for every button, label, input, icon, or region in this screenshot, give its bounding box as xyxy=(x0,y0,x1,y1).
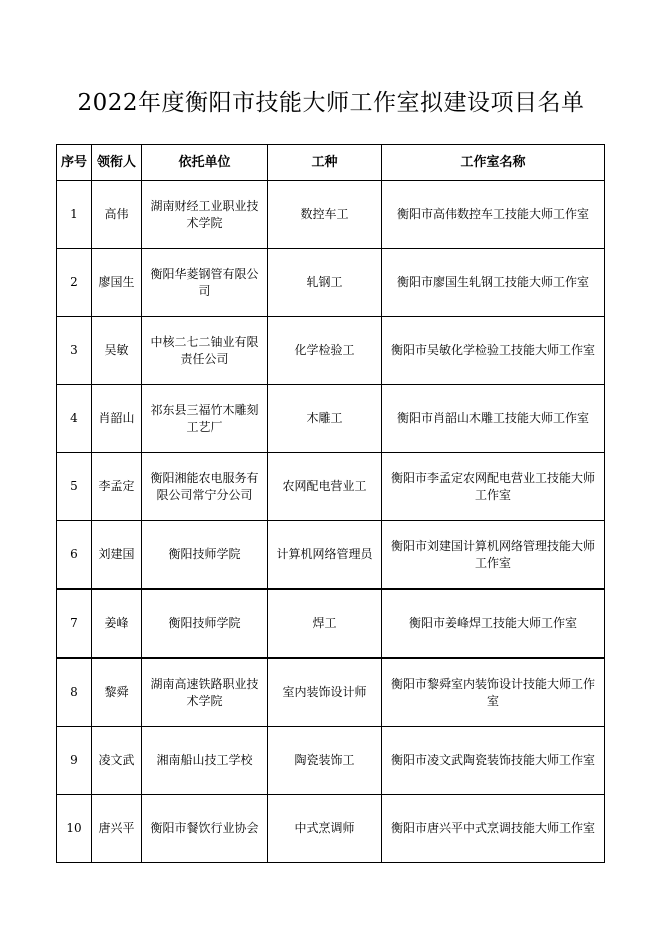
table-row xyxy=(57,181,605,249)
header-index: 序号 xyxy=(57,145,92,181)
cell-studio: 衡阳市姜峰焊工技能大师工作室 xyxy=(382,589,605,658)
cell-index: 1 xyxy=(57,181,92,249)
cell-studio: 衡阳市吴敏化学检验工技能大师工作室 xyxy=(382,317,605,385)
cell-leader: 高伟 xyxy=(92,181,142,249)
cell-trade: 焊工 xyxy=(268,589,382,658)
table-row xyxy=(57,453,605,521)
cell-studio: 衡阳市刘建国计算机网络管理技能大师工作室 xyxy=(382,521,605,590)
cell-trade: 农网配电营业工 xyxy=(268,453,382,521)
cell-index: 4 xyxy=(57,385,92,453)
cell-trade: 室内装饰设计师 xyxy=(268,658,382,727)
cell-unit: 衡阳市餐饮行业协会 xyxy=(142,795,268,863)
cell-unit: 湖南财经工业职业技术学院 xyxy=(142,181,268,249)
cell-index: 5 xyxy=(57,453,92,521)
cell-index: 6 xyxy=(57,521,92,590)
cell-index: 3 xyxy=(57,317,92,385)
table-row xyxy=(57,658,605,727)
table-row xyxy=(57,521,605,590)
cell-trade: 计算机网络管理员 xyxy=(268,521,382,590)
table-header-row xyxy=(57,145,605,181)
cell-trade: 轧钢工 xyxy=(268,249,382,317)
cell-studio: 衡阳市黎舜室内装饰设计技能大师工作室 xyxy=(382,658,605,727)
header-studio: 工作室名称 xyxy=(382,145,605,181)
cell-index: 10 xyxy=(57,795,92,863)
cell-unit: 湖南高速铁路职业技术学院 xyxy=(142,658,268,727)
cell-leader: 吴敏 xyxy=(92,317,142,385)
cell-unit: 衡阳华菱钢管有限公司 xyxy=(142,249,268,317)
cell-trade: 木雕工 xyxy=(268,385,382,453)
page-title: 2022年度衡阳市技能大师工作室拟建设项目名单 xyxy=(77,90,585,116)
cell-index: 9 xyxy=(57,727,92,795)
cell-unit: 湘南船山技工学校 xyxy=(142,727,268,795)
cell-unit: 衡阳技师学院 xyxy=(142,589,268,658)
cell-trade: 化学检验工 xyxy=(268,317,382,385)
cell-trade: 中式烹调师 xyxy=(268,795,382,863)
cell-studio: 衡阳市高伟数控车工技能大师工作室 xyxy=(382,181,605,249)
cell-index: 7 xyxy=(57,589,92,658)
cell-studio: 衡阳市唐兴平中式烹调技能大师工作室 xyxy=(382,795,605,863)
table-row xyxy=(57,249,605,317)
cell-leader: 姜峰 xyxy=(92,589,142,658)
cell-trade: 数控车工 xyxy=(268,181,382,249)
cell-leader: 刘建国 xyxy=(92,521,142,590)
cell-index: 2 xyxy=(57,249,92,317)
roster-table xyxy=(56,144,605,863)
cell-leader: 凌文武 xyxy=(92,727,142,795)
cell-studio: 衡阳市李孟定农网配电营业工技能大师工作室 xyxy=(382,453,605,521)
header-unit: 依托单位 xyxy=(142,145,268,181)
cell-leader: 李孟定 xyxy=(92,453,142,521)
header-trade: 工种 xyxy=(268,145,382,181)
cell-unit: 衡阳湘能农电服务有限公司常宁分公司 xyxy=(142,453,268,521)
cell-trade: 陶瓷装饰工 xyxy=(268,727,382,795)
table-row xyxy=(57,317,605,385)
cell-unit: 祁东县三福竹木雕刻工艺厂 xyxy=(142,385,268,453)
header-leader: 领衔人 xyxy=(92,145,142,181)
table-row xyxy=(57,589,605,658)
cell-studio: 衡阳市廖国生轧钢工技能大师工作室 xyxy=(382,249,605,317)
cell-leader: 黎舜 xyxy=(92,658,142,727)
cell-leader: 唐兴平 xyxy=(92,795,142,863)
cell-index: 8 xyxy=(57,658,92,727)
cell-studio: 衡阳市凌文武陶瓷装饰技能大师工作室 xyxy=(382,727,605,795)
table-row xyxy=(57,385,605,453)
cell-leader: 肖韶山 xyxy=(92,385,142,453)
cell-studio: 衡阳市肖韶山木雕工技能大师工作室 xyxy=(382,385,605,453)
cell-leader: 廖国生 xyxy=(92,249,142,317)
table-row xyxy=(57,795,605,863)
cell-unit: 衡阳技师学院 xyxy=(142,521,268,590)
cell-unit: 中核二七二铀业有限责任公司 xyxy=(142,317,268,385)
table-row xyxy=(57,727,605,795)
